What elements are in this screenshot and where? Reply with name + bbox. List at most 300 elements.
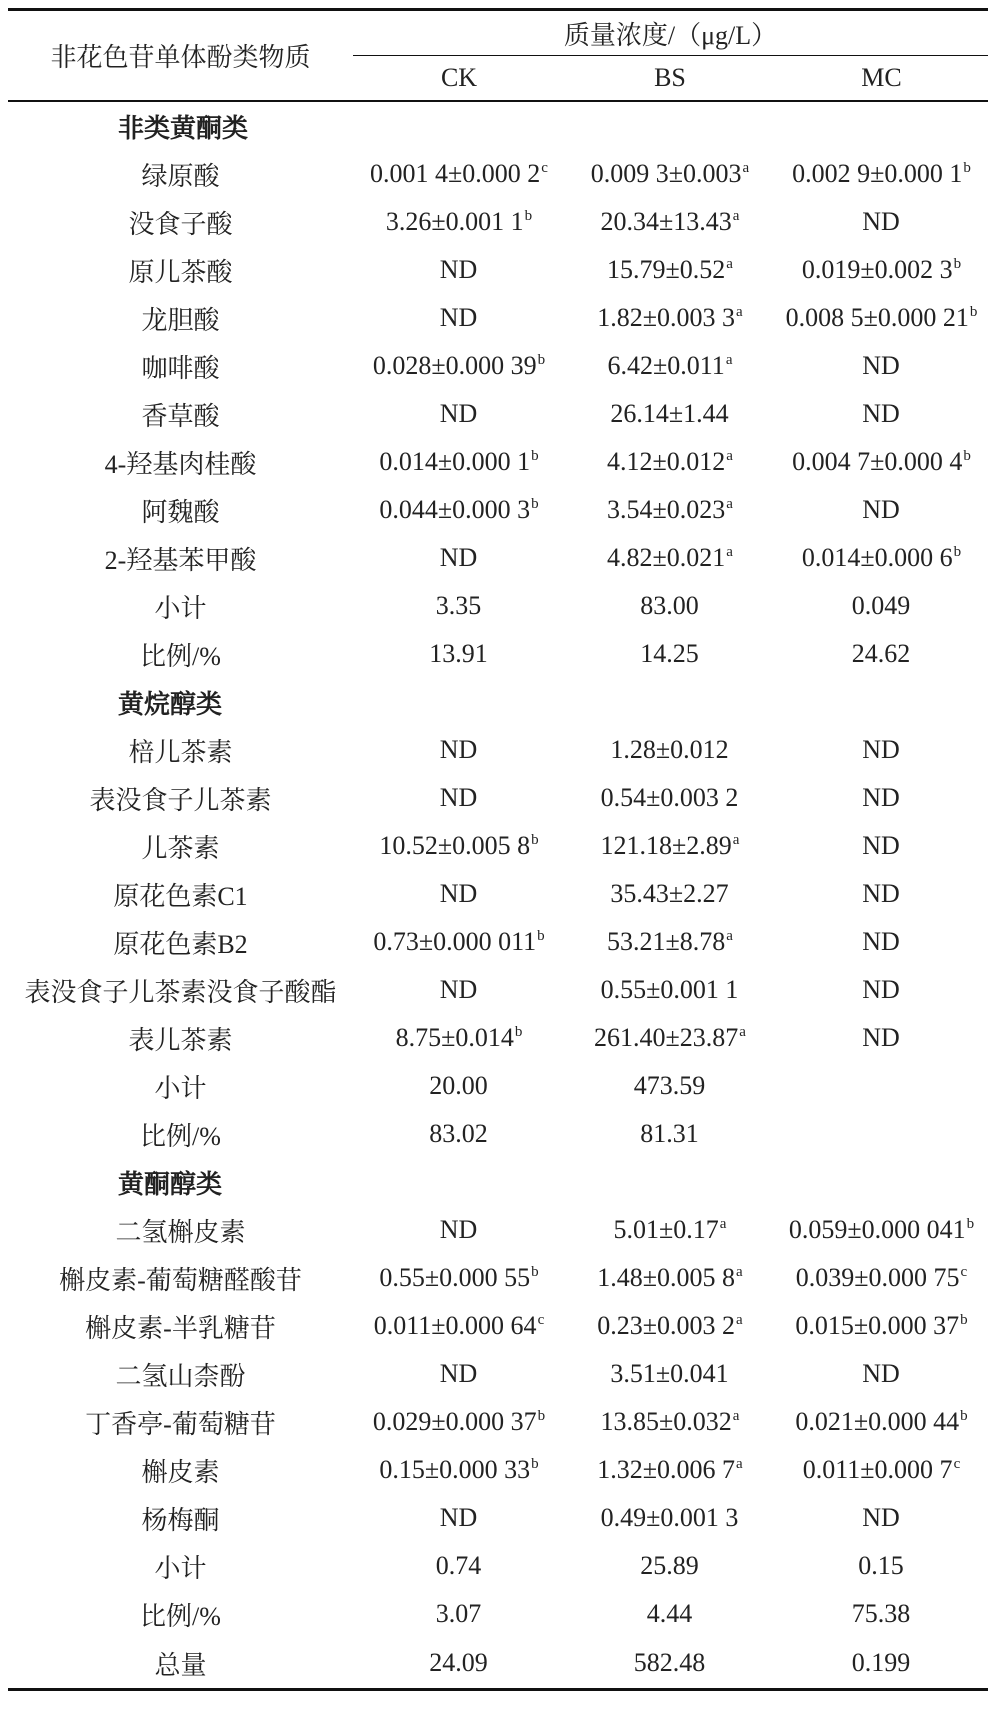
section-header-row [8,678,988,726]
section-header-row [8,101,988,150]
value: 0.021±0.000 44 [795,1407,960,1436]
value-cell-mc [775,630,988,678]
value-cell-mc [775,1254,988,1302]
value-cell-mc [775,966,988,1014]
value-text [601,1407,740,1437]
column-header-ck: CK [353,56,565,102]
value-cell-mc [775,1398,988,1446]
value-text [601,207,740,237]
value-text [436,591,483,621]
value-cell-ck [353,1254,565,1302]
table-row [8,1494,988,1542]
value: 14.25 [640,639,699,668]
value-text [607,255,733,285]
value-text [852,591,912,621]
value: 0.014±0.000 6 [801,543,953,572]
value-text [594,1023,746,1053]
compound-name: 咖啡酸 [141,353,220,383]
column-header-bs: BS [565,56,775,102]
value: 81.31 [640,1119,699,1148]
table-body [8,101,988,1690]
value-cell-ck [353,438,565,486]
value: 3.51±0.041 [610,1359,729,1388]
value-cell-ck [353,246,565,294]
value-cell-mc [775,1302,988,1350]
value-text [640,591,700,621]
value-text [597,303,742,333]
value-text [795,1311,967,1341]
value: 0.019±0.002 3 [801,255,953,284]
significance-letter: b [960,1312,968,1329]
value-cell-bs [565,534,775,582]
value: 3.35 [435,591,482,620]
value-text [440,1503,479,1533]
compound-name: 香草酸 [141,401,220,431]
phenolics-table [8,8,988,1691]
value: ND [439,735,478,764]
value-text [614,1215,727,1245]
table-row [8,294,988,342]
table-row [8,486,988,534]
value-text [370,159,548,189]
value-text [852,1648,912,1678]
significance-letter: b [960,1408,968,1425]
value-cell-mc [775,822,988,870]
value: ND [862,927,900,956]
value-cell-bs [565,1638,775,1690]
value-cell-bs [565,1206,775,1254]
value-text [610,1359,729,1389]
value-cell-ck [353,486,565,534]
value-cell-mc [775,582,988,630]
compound-name: 棓儿茶素 [128,737,233,767]
value: 5.01±0.17 [613,1215,719,1244]
value-cell-ck [353,726,565,774]
value-text [373,927,544,957]
value: 0.73±0.000 011 [373,927,537,956]
concentration-group-header [353,10,988,56]
significance-letter: a [726,256,733,273]
significance-letter: b [963,448,971,465]
value-cell-mc [775,342,988,390]
value-text [597,1455,742,1485]
value-text [607,927,733,957]
value-cell-ck [353,198,565,246]
significance-letter: a [732,208,740,225]
value-text [852,639,912,669]
value: ND [439,543,478,572]
value: ND [439,303,478,332]
value-cell-ck [353,630,565,678]
value-text [440,255,479,285]
value-cell-mc [775,1350,988,1398]
significance-letter: a [736,1264,743,1281]
significance-letter: b [531,832,539,849]
value-cell-bs [565,582,775,630]
value-cell-mc [775,1446,988,1494]
value-text [440,975,479,1005]
value: 4.82±0.021 [607,543,726,572]
value-text [373,351,545,381]
value: 0.55±0.000 55 [379,1263,531,1292]
value-text [440,783,479,813]
value-cell-bs [565,1398,775,1446]
value-text [386,207,532,237]
value-text [795,1407,967,1437]
value-text [591,159,749,189]
value-text [608,351,733,381]
table-row [8,438,988,486]
value-cell-ck [353,822,565,870]
table-row [8,918,988,966]
value-cell-ck [353,534,565,582]
value-text [610,879,729,909]
significance-letter: a [726,496,733,513]
value-text [862,975,901,1005]
value-cell-bs [565,246,775,294]
compound-name: 表没食子儿茶素 [89,785,272,815]
significance-letter: b [531,1456,539,1473]
value: 83.00 [640,591,699,620]
significance-letter: b [531,496,539,513]
value: ND [862,975,900,1004]
value-text [436,1551,483,1581]
value: 0.009 3±0.003 [590,159,742,188]
compound-name: 小计 [154,1553,207,1583]
table-row [8,342,988,390]
value-cell-bs [565,774,775,822]
value-text [440,879,479,909]
value: 20.00 [429,1071,488,1100]
value: 0.044±0.000 3 [379,495,531,524]
compound-name: 小计 [154,593,207,623]
value: 0.49±0.001 3 [600,1503,739,1532]
table-row [8,198,988,246]
value-cell-mc [775,390,988,438]
value: ND [862,207,900,236]
compound-name: 槲皮素 [141,1457,220,1487]
concentration-group-label: 质量浓度/（μg/L） [563,20,778,50]
significance-letter: a [732,832,740,849]
value-cell-ck [353,1398,565,1446]
value: 13.85±0.032 [600,1407,732,1436]
table-row [8,1350,988,1398]
compound-name: 2-羟基苯甲酸 [104,545,257,575]
value: 582.48 [633,1648,706,1677]
value-text [396,1023,523,1053]
value: 0.15±0.000 33 [379,1455,531,1484]
value-text [379,831,538,861]
value: ND [862,1023,900,1052]
compound-name: 比例/% [140,1601,221,1631]
value-text [862,399,901,429]
value-text [440,735,479,765]
value-text [379,495,538,525]
significance-letter: c [960,1264,968,1281]
compound-name: 4-羟基肉桂酸 [104,449,257,479]
value-text [634,1071,707,1101]
value-cell-mc [775,1110,988,1158]
significance-letter: a [736,1456,743,1473]
significance-letter: b [537,352,546,369]
value-cell-bs [565,822,775,870]
significance-letter: b [966,1216,975,1233]
value: 3.07 [435,1599,482,1628]
value-cell-bs [565,966,775,1014]
value-cell-bs [565,1350,775,1398]
table-row [8,150,988,198]
value-text [640,1551,700,1581]
compound-name: 没食子酸 [128,209,233,239]
compound-name: 绿原酸 [141,161,220,191]
value-text [858,1551,905,1581]
value-cell-bs [565,438,775,486]
value-cell-mc [775,438,988,486]
value-text [792,159,971,189]
value: 0.028±0.000 39 [372,351,537,380]
significance-letter: a [719,1216,727,1233]
phenolics-table-page [8,8,988,1704]
value-cell-bs [565,870,775,918]
value: 83.02 [429,1119,488,1148]
compound-name: 槲皮素-半乳糖苷 [85,1313,276,1343]
value-text [862,783,901,813]
value-text [647,1599,694,1629]
compound-name: 表儿茶素 [128,1025,233,1055]
significance-letter: b [524,208,533,225]
value: ND [862,831,900,860]
table-row [8,774,988,822]
value-text [634,1648,707,1678]
value-text [429,1119,489,1149]
value: 0.15 [858,1551,904,1580]
value-text [862,1359,901,1389]
value-text [440,399,479,429]
value: ND [439,1503,478,1532]
value-text [792,447,971,477]
value-text [601,831,740,861]
section-title: 黄酮醇类 [118,1169,223,1199]
value: ND [439,975,478,1004]
value-cell-ck [353,582,565,630]
value-cell-bs [565,342,775,390]
significance-letter: b [953,256,962,273]
value-cell-mc [775,1494,988,1542]
value-cell-mc [775,1062,988,1110]
value-text [607,495,733,525]
value: ND [862,783,900,812]
value-text [597,1263,742,1293]
value: 20.34±13.43 [600,207,732,236]
compound-name: 龙胆酸 [141,305,220,335]
significance-letter: a [742,160,750,177]
value: 1.82±0.003 3 [597,303,736,332]
value-text [379,447,538,477]
value: 0.54±0.003 2 [600,783,739,812]
value-text [429,1071,489,1101]
significance-letter: c [537,1312,545,1329]
value: 0.011±0.000 7 [802,1455,953,1484]
significance-letter: a [732,1408,740,1425]
value-cell-bs [565,1014,775,1062]
value-text [862,495,901,525]
table-row [8,822,988,870]
value-text [607,447,733,477]
value: 0.55±0.001 1 [600,975,739,1004]
compound-name: 二氢槲皮素 [115,1217,246,1247]
value-text [881,1119,882,1149]
value-cell-ck [353,1014,565,1062]
value-cell-ck [353,1638,565,1690]
table-row [8,534,988,582]
value-text [862,927,901,957]
value-text [601,1503,740,1533]
value: 24.09 [429,1648,488,1677]
row-header-label: 非花色苷单体酚类物质 [8,10,353,102]
value-text [862,1023,901,1053]
value-text [436,1599,483,1629]
value-text [440,543,479,573]
significance-letter: a [726,928,733,945]
value-cell-ck [353,1446,565,1494]
value: 0.199 [851,1648,911,1677]
table-row [8,1590,988,1638]
value: ND [862,399,900,428]
value: ND [439,1215,478,1244]
compound-name: 原花色素B2 [113,929,248,959]
value-cell-bs [565,1302,775,1350]
significance-letter: b [531,1264,539,1281]
value-cell-bs [565,1254,775,1302]
compound-name: 表没食子儿茶素没食子酸酯 [24,977,337,1007]
value-cell-ck [353,1590,565,1638]
table-row [8,1446,988,1494]
value-text [802,255,961,285]
value-text [429,639,489,669]
value: 0.23±0.003 2 [597,1311,736,1340]
value: ND [862,735,900,764]
column-header-mc: MC [775,56,988,102]
value-cell-ck [353,342,565,390]
compound-name: 儿茶素 [141,833,220,863]
significance-letter: a [739,1024,746,1041]
value: 8.75±0.014 [395,1023,514,1052]
significance-letter: b [531,448,539,465]
value: ND [439,399,478,428]
value-text [802,543,961,573]
value-text [862,879,901,909]
value: 0.029±0.000 37 [372,1407,537,1436]
value-text [796,1263,967,1293]
value-cell-mc [775,1014,988,1062]
value-cell-bs [565,726,775,774]
value-cell-mc [775,534,988,582]
value: 0.74 [435,1551,482,1580]
value-text [640,639,700,669]
table-row [8,246,988,294]
table-row [8,870,988,918]
significance-letter: b [963,160,971,177]
table-row [8,1014,988,1062]
value-text [379,1263,538,1293]
value-cell-bs [565,390,775,438]
value: 0.039±0.000 75 [795,1263,960,1292]
significance-letter: a [736,304,743,321]
value-text [862,351,901,381]
value: ND [862,1503,900,1532]
section-title: 黄烷醇类 [118,689,223,719]
value-cell-ck [353,1350,565,1398]
value-cell-bs [565,1494,775,1542]
value-cell-mc [775,1542,988,1590]
value: ND [439,255,478,284]
table-row [8,1062,988,1110]
value-text [610,399,729,429]
value: ND [862,351,900,380]
significance-letter: c [541,160,548,177]
value-cell-bs [565,1542,775,1590]
value: 0.002 9±0.000 1 [792,159,963,188]
value: 13.91 [429,639,488,668]
value-cell-ck [353,1206,565,1254]
significance-letter: b [514,1024,523,1041]
value-cell-ck [353,1302,565,1350]
value-text [862,1503,901,1533]
value-text [862,831,901,861]
value-cell-mc [775,1638,988,1690]
value-cell-mc [775,486,988,534]
value-cell-mc [775,870,988,918]
value: 1.48±0.005 8 [597,1263,736,1292]
value-cell-bs [565,486,775,534]
section-header-row [8,1158,988,1206]
table-row [8,966,988,1014]
value-cell-ck [353,870,565,918]
value: 0.004 7±0.000 4 [792,447,963,476]
value-text [862,207,901,237]
value-cell-bs [565,1062,775,1110]
value-cell-ck [353,774,565,822]
value-text [607,543,733,573]
value-cell-bs [565,150,775,198]
value: 24.62 [851,639,911,668]
value-cell-ck [353,966,565,1014]
value: 15.79±0.52 [607,255,726,284]
value: 25.89 [640,1551,699,1580]
value: 1.32±0.006 7 [597,1455,736,1484]
table-row [8,582,988,630]
value-text [862,735,901,765]
table-row [8,1254,988,1302]
value-text [640,1119,700,1149]
value-cell-mc [775,918,988,966]
value-cell-ck [353,390,565,438]
value: ND [862,495,900,524]
value-text [852,1599,912,1629]
value: 0.059±0.000 041 [788,1215,966,1244]
table-row [8,630,988,678]
value-text [789,1215,974,1245]
value: 0.014±0.000 1 [379,447,531,476]
value: 261.40±23.87 [594,1023,739,1052]
significance-letter: b [969,304,978,321]
value-cell-ck [353,150,565,198]
value-cell-ck [353,1494,565,1542]
value: ND [862,1359,900,1388]
value-cell-ck [353,1062,565,1110]
value-text [881,1071,882,1101]
table-row [8,390,988,438]
